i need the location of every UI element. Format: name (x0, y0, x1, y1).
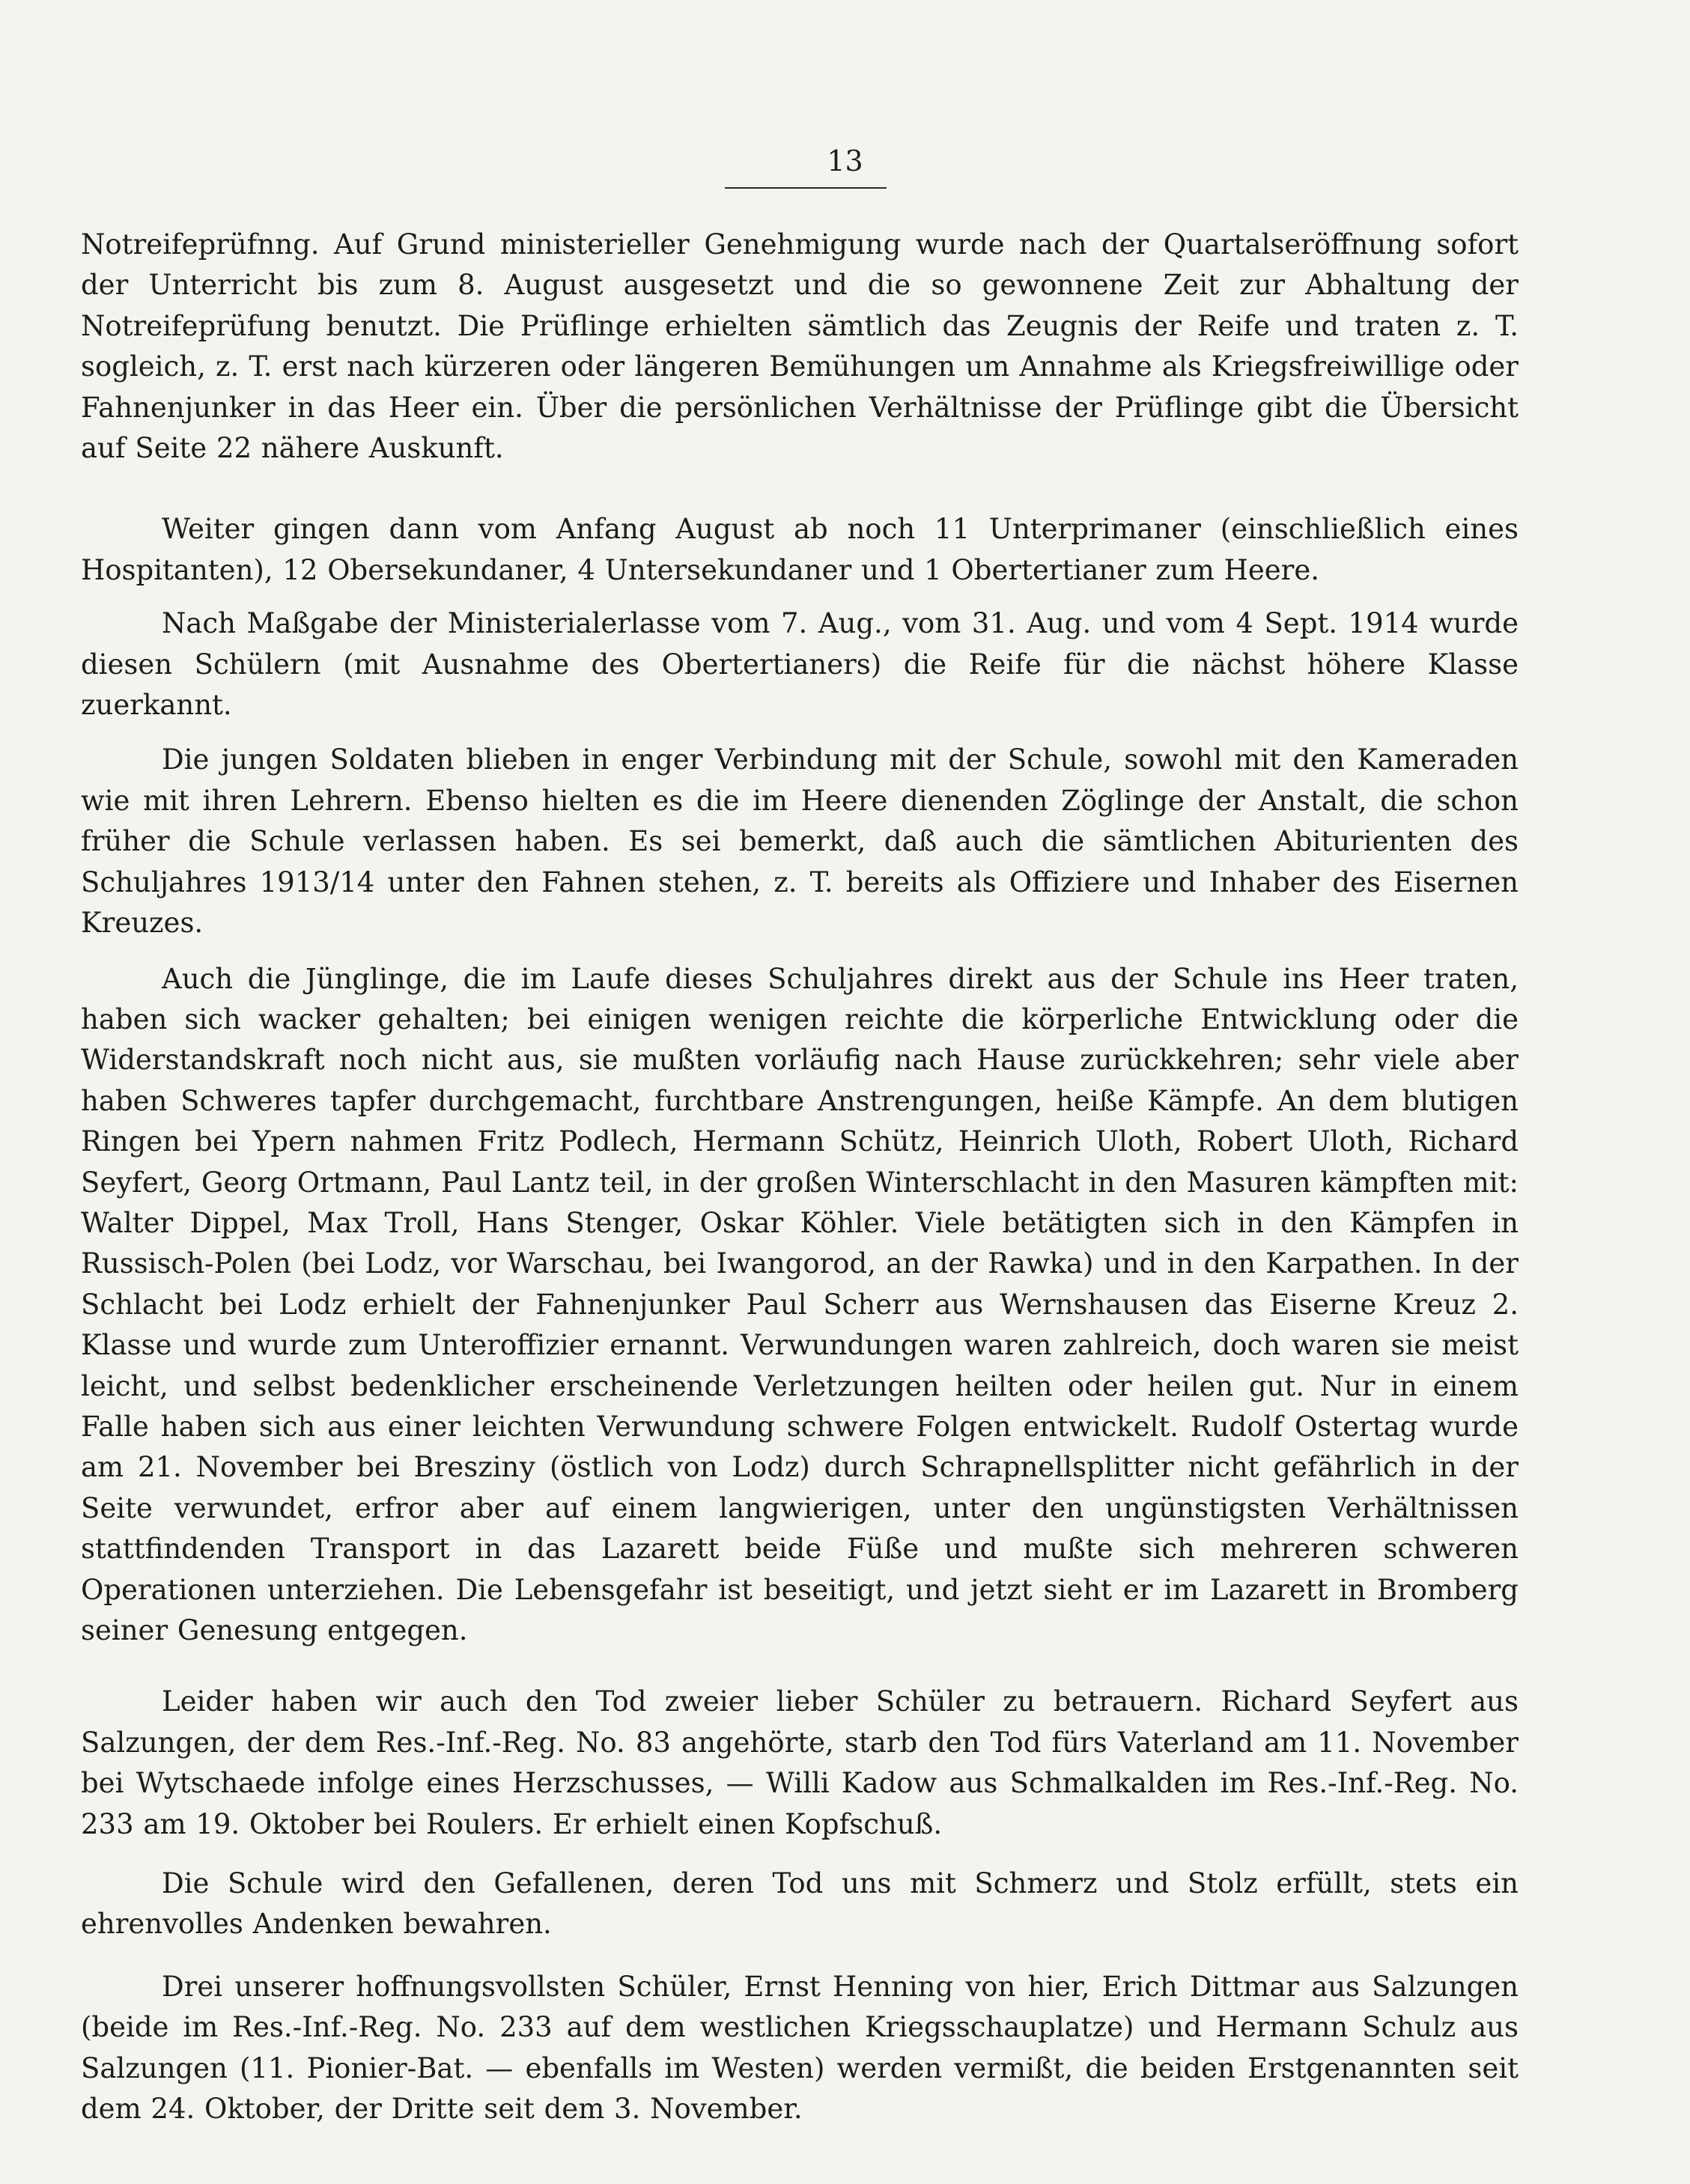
paragraph-junge-soldaten: Die jungen Soldaten blieben in enger Verbindung mit der Schule, sowohl mit den Kameraden wie mit ihren Lehrern. Ebenso hielten es die im Heere dienenden Zöglinge der Anstalt, die schon früher die Schule verlassen haben. Es sei bemerkt, daß auch die sämtlichen Abiturienten des Schuljahres 1913/14 unter den Fahnen stehen, z. T. bereits als Offiziere und Inhaber des Eisernen Kreuzes. (81, 743, 1519, 940)
body-text (81, 225, 1519, 2129)
paragraph-gefallene: Leider haben wir auch den Tod zweier lieber Schüler zu betrauern. Richard Seyfert aus Salzungen, der dem Res.-Inf.-Reg. No. 83 angehörte, starb den Tod fürs Vaterland am 11. November bei Wytschaede infolge eines Herzschusses, — Willi Kadow aus Schmalkalden im Res.-Inf.-Reg. No. 233 am 19. Oktober bei Roulers. Er erhielt einen Kopfschuß. (81, 1685, 1519, 1840)
paragraph-andenken: Die Schule wird den Gefallenen, deren Tod uns mit Schmerz und Stolz erfüllt, stets ein ehrenvolles Andenken bewahren. (81, 1867, 1519, 1941)
paragraph-notreifepruefung: Notreifeprüfnng. Auf Grund ministerieller Genehmigung wurde nach der Quartalseröffnung sofort der Unterricht bis zum 8. August ausgesetzt und die so gewonnene Zeit zur Abhaltung der Notreifeprüfung benutzt. Die Prüflinge erhielten sämtlich das Zeugnis der Reife und traten z. T. sogleich, z. T. erst nach kürzeren oder längeren Bemühungen um Annahme als Kriegsfreiwillige oder Fahnenjunker in das Heer ein. Über die persönlichen Verhältnisse der Prüflinge gibt die Übersicht auf Seite 22 nähere Auskunft. (81, 228, 1519, 465)
paragraph-ministerialerlasse: Nach Maßgabe der Ministerialerlasse vom 7. Aug., vom 31. Aug. und vom 4 Sept. 1914 wurde diesen Schülern (mit Ausnahme des Obertertianers) die Reife für die nächst höhere Klasse zuerkannt. (81, 607, 1519, 722)
paragraph-unterprimaner: Weiter gingen dann vom Anfang August ab noch 11 Unterprimaner (einschließlich eines Hospitanten), 12 Obersekundaner, 4 Untersekundaner und 1 Obertertianer zum Heere. (81, 513, 1519, 586)
paragraph-juenglinge: Auch die Jünglinge, die im Laufe dieses Schuljahres direkt aus der Schule ins Heer traten, haben sich wacker gehalten; bei einigen wenigen reichte die körperliche Entwicklung oder die Widerstandskraft noch nicht aus, sie mußten vorläufig nach Hause zurückkehren; sehr viele aber haben Schweres tapfer durchgemacht, furchtbare Anstrengungen, heiße Kämpfe. An dem blutigen Ringen bei Ypern nahmen Fritz Podlech, Hermann Schütz, Heinrich Uloth, Robert Uloth, Richard Seyfert, Georg Ortmann, Paul Lantz teil, in der großen Winterschlacht in den Masuren kämpften mit: Walter Dippel, Max Troll, Hans Stenger, Oskar Köhler. Viele betätigten sich in den Kämpfen in Russisch-Polen (bei Lodz, vor Warschau, bei Iwangorod, an der Rawka) und in den Karpathen. In der Schlacht bei Lodz erhielt der Fahnenjunker Paul Scherr aus Wernshausen das Eiserne Kreuz 2. Klasse und wurde zum Unteroffizier ernannt. Verwundungen waren zahlreich, doch waren sie meist leicht, und selbst bedenklicher erscheinende Verletzungen heilten oder heilen gut. Nur in einem Falle haben sich aus einer leichten Verwundung schwere Folgen entwickelt. Rudolf Ostertag wurde am 21. November bei Breszinу (östlich von Lodz) durch Schrapnellsplitter nicht gefährlich in der Seite verwundet, erfror aber auf einem langwierigen, unter den ungünstigsten Verhältnissen stattfindenden Transport in das Lazarett beide Füße und mußte sich mehreren schweren Operationen unterziehen. Die Lebensgefahr ist beseitigt, und jetzt sieht er im Lazarett in Bromberg seiner Genesung entgegen. (81, 962, 1519, 1646)
paragraph-vermisste: Drei unserer hoffnungsvollsten Schüler, Ernst Henning von hier, Erich Dittmar aus Salzungen (beide im Res.-Inf.-Reg. No. 233 auf dem westlichen Kriegsschauplatze) und Hermann Schulz aus Salzungen (11. Pionier-Bat. — ebenfalls im Westen) werden vermißt, die beiden Erstgenannten seit dem 24. Oktober, der Dritte seit dem 3. November. (81, 1970, 1519, 2126)
page-number: 13 (827, 145, 863, 177)
header-rule (725, 187, 887, 189)
